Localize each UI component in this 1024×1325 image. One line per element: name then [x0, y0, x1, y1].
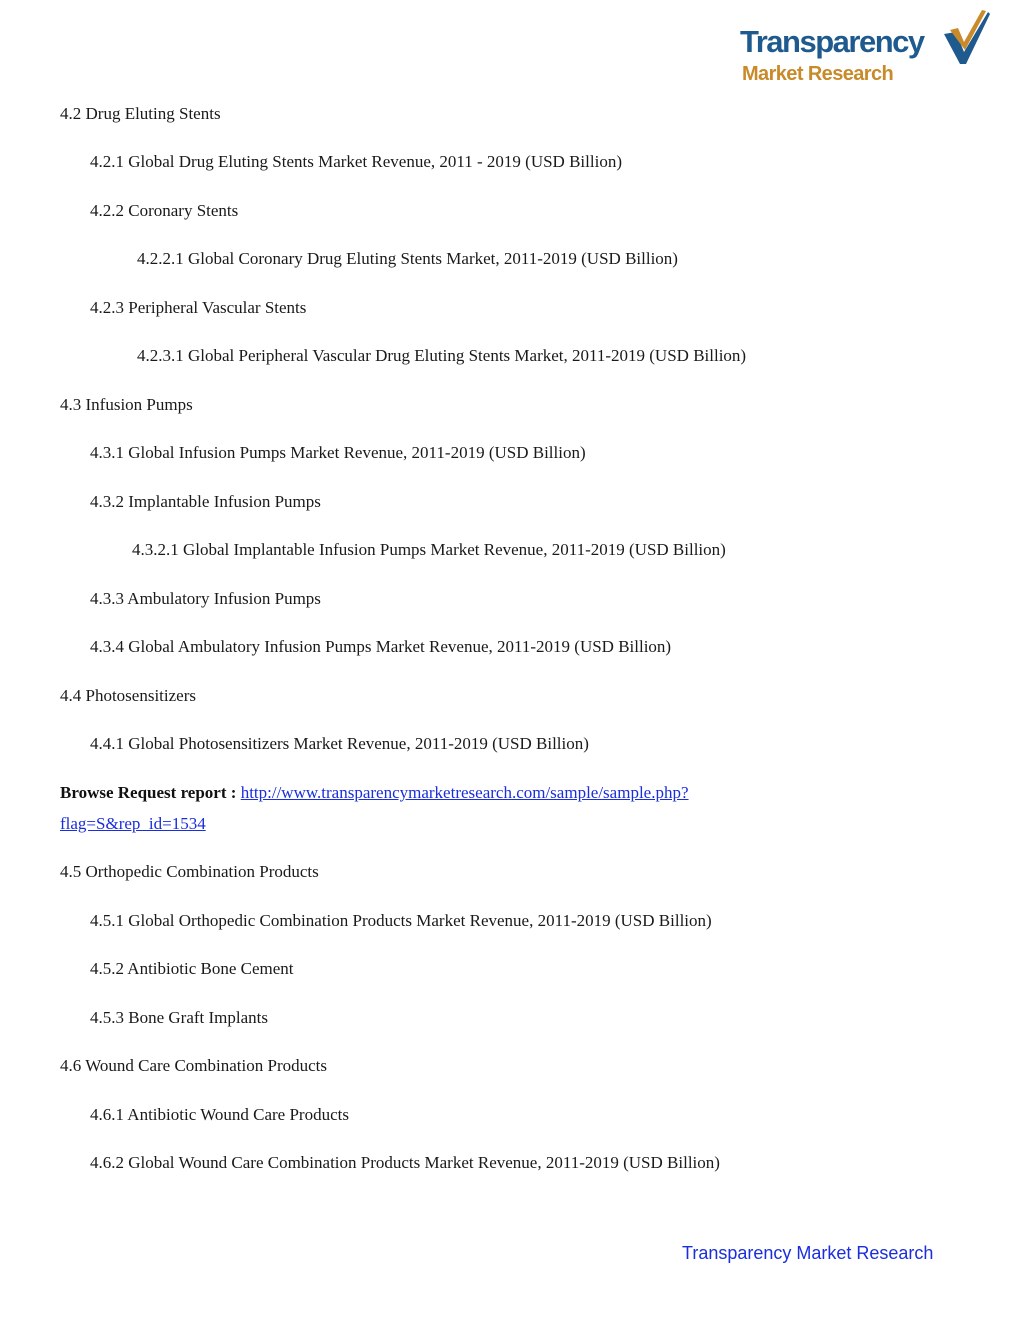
browse-request-label: Browse Request report :: [60, 783, 237, 802]
toc-entry-4-2-1: 4.2.1 Global Drug Eluting Stents Market Revenue, 2011 - 2019 (USD Billion): [90, 152, 622, 171]
toc-entry-4-2-3-1: 4.2.3.1 Global Peripheral Vascular Drug Eluting Stents Market, 2011-2019 (USD Billion): [137, 346, 747, 365]
toc-entry-4-4-1: 4.4.1 Global Photosensitizers Market Revenue, 2011-2019 (USD Billion): [90, 734, 589, 753]
toc-entry-4-4: 4.4 Photosensitizers: [60, 686, 196, 705]
toc-entry-4-2-2: 4.2.2 Coronary Stents: [90, 201, 239, 220]
toc-entry-4-6: 4.6 Wound Care Combination Products: [60, 1056, 327, 1075]
logo-check-icon: [942, 8, 992, 68]
toc-entry-4-3: 4.3 Infusion Pumps: [60, 395, 193, 414]
toc-entry-4-2: 4.2 Drug Eluting Stents: [60, 104, 221, 123]
toc-entry-4-5-3: 4.5.3 Bone Graft Implants: [90, 1008, 268, 1027]
toc-entry-4-5: 4.5 Orthopedic Combination Products: [60, 862, 319, 881]
toc-entry-4-3-4: 4.3.4 Global Ambulatory Infusion Pumps Market Revenue, 2011-2019 (USD Billion): [90, 637, 672, 656]
browse-request-line: [60, 782, 689, 804]
toc-entry-4-3-1: 4.3.1 Global Infusion Pumps Market Revenue, 2011-2019 (USD Billion): [90, 443, 586, 462]
toc-entry-4-5-1: 4.5.1 Global Orthopedic Combination Products Market Revenue, 2011-2019 (USD Billion): [90, 911, 712, 930]
sample-report-link[interactable]: http://www.transparencymarketresearch.com/sample/sample.php?: [240, 783, 689, 802]
toc-entry-4-3-2-1: 4.3.2.1 Global Implantable Infusion Pumps Market Revenue, 2011-2019 (USD Billion): [132, 540, 726, 559]
sample-report-link-continued[interactable]: flag=S&rep_id=1534: [60, 814, 206, 833]
toc-entry-4-2-3: 4.2.3 Peripheral Vascular Stents: [90, 298, 307, 317]
browse-request-line-2: [60, 813, 206, 835]
toc-entry-4-3-3: 4.3.3 Ambulatory Infusion Pumps: [90, 589, 321, 608]
toc-entry-4-6-1: 4.6.1 Antibiotic Wound Care Products: [90, 1105, 349, 1124]
toc-entry-4-2-2-1: 4.2.2.1 Global Coronary Drug Eluting Stents Market, 2011-2019 (USD Billion): [137, 249, 678, 268]
logo-text-transparency: Transparency: [740, 24, 924, 59]
toc-entry-4-6-2: 4.6.2 Global Wound Care Combination Products Market Revenue, 2011-2019 (USD Billion): [90, 1153, 720, 1172]
toc-entry-4-5-2: 4.5.2 Antibiotic Bone Cement: [90, 959, 294, 978]
footer-brand-link[interactable]: Transparency Market Research: [682, 1243, 934, 1263]
toc-entry-4-3-2: 4.3.2 Implantable Infusion Pumps: [90, 492, 321, 511]
logo-text-market-research: Market Research: [742, 63, 894, 85]
company-logo: [736, 6, 996, 90]
